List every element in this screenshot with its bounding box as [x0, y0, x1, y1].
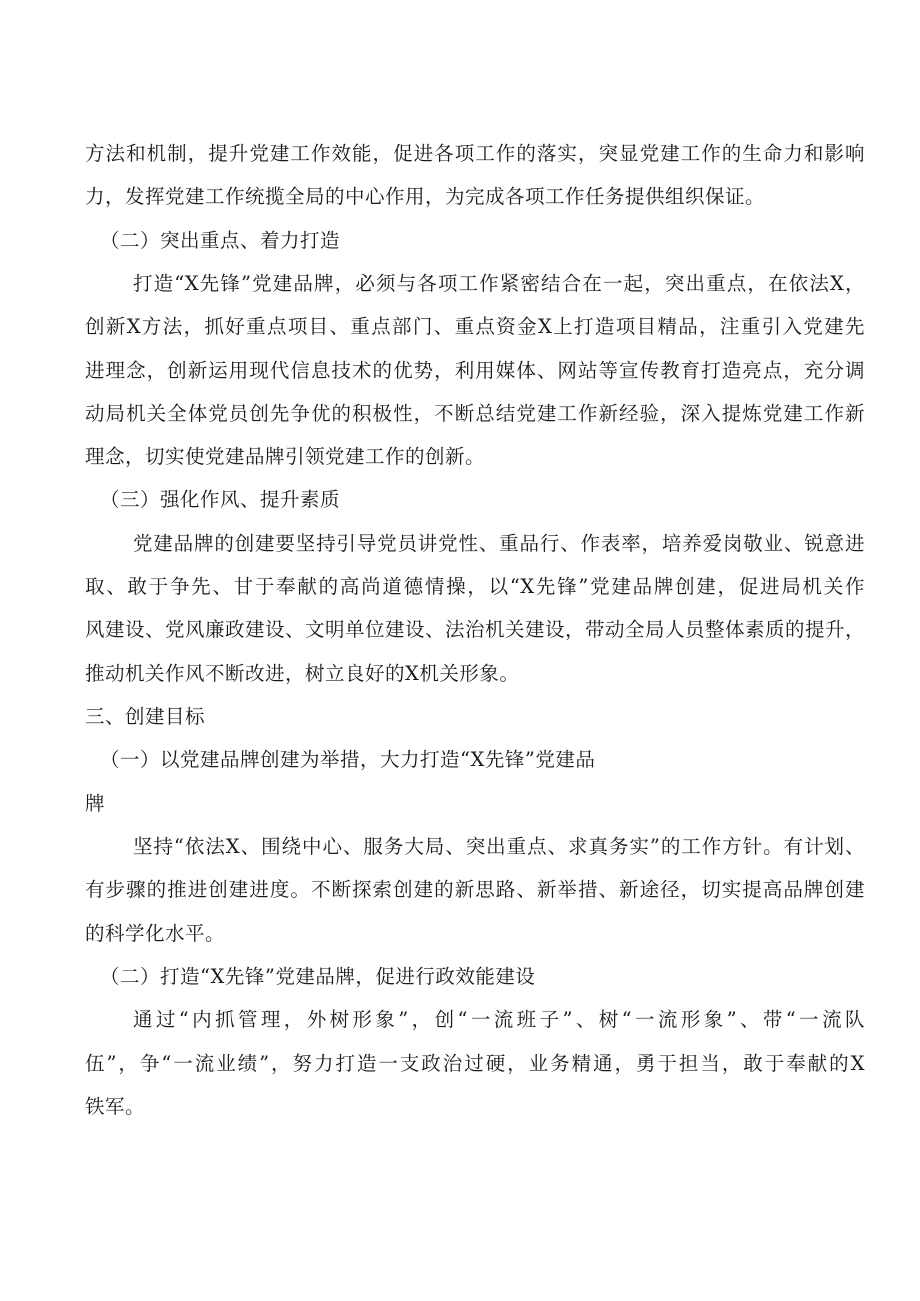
paragraph-line: 风建设、党风廉政建设、文明单位建设、法治机关建设，带动全局人员整体素质的提升，	[85, 618, 866, 641]
section-heading: （三）强化作风、提升素质	[100, 488, 341, 511]
chapter-heading: 三、创建目标	[85, 705, 206, 728]
paragraph-line: 有步骤的推进创建进度。不断探索创建的新思路、新举措、新途径，切实提高品牌创建	[85, 878, 865, 901]
paragraph-line: 理念，切实使党建品牌引领党建工作的创新。	[85, 445, 486, 468]
paragraph-line: 进理念，创新运用现代信息技术的优势，利用媒体、网站等宣传教育打造亮点，充分调	[85, 359, 865, 382]
paragraph-line: 动局机关全体党员创先争优的积极性，不断总结党建工作新经验，深入提炼党建工作新	[85, 402, 865, 425]
paragraph-line: 通过“内抓管理，外树形象”，创“一流班子”、树“一流形象”、带“一流队	[133, 1008, 865, 1031]
paragraph-line: 创新X方法，抓好重点项目、重点部门、重点资金X上打造项目精品，注重引入党建先	[85, 315, 865, 338]
paragraph-line: 打造“X先锋”党建品牌，必须与各项工作紧密结合在一起，突出重点，在依法X，	[133, 272, 865, 295]
section-heading: （二）打造“X先锋”党建品牌，促进行政效能建设	[100, 965, 536, 988]
paragraph-line: 坚持“依法X、围绕中心、服务大局、突出重点、求真务实”的工作方针。有计划、	[133, 835, 865, 858]
paragraph-line: 推动机关作风不断改进，树立良好的X机关形象。	[85, 662, 520, 685]
section-heading: （二）突出重点、着力打造	[100, 229, 341, 252]
paragraph-line: 力，发挥党建工作统揽全局的中心作用，为完成各项工作任务提供组织保证。	[85, 185, 766, 208]
paragraph-line: 党建品牌的创建要坚持引导党员讲党性、重品行、作表率，培养爱岗敬业、锐意进	[133, 532, 865, 555]
paragraph-line: 伍”，争“一流业绩”，努力打造一支政治过硬，业务精通，勇于担当，敢于奉献的X	[85, 1052, 865, 1075]
section-heading-continued: 牌	[85, 792, 106, 815]
paragraph-line: 取、敢于争先、甘于奉献的高尚道德情操，以“X先锋”党建品牌创建，促进局机关作	[85, 575, 865, 598]
paragraph-line: 的科学化水平。	[85, 922, 226, 945]
paragraph-line: 方法和机制，提升党建工作效能，促进各项工作的落实，突显党建工作的生命力和影响	[85, 142, 865, 165]
section-heading: （一）以党建品牌创建为举措，大力打造“X先锋”党建品	[100, 748, 596, 771]
paragraph-line: 铁军。	[85, 1095, 146, 1118]
